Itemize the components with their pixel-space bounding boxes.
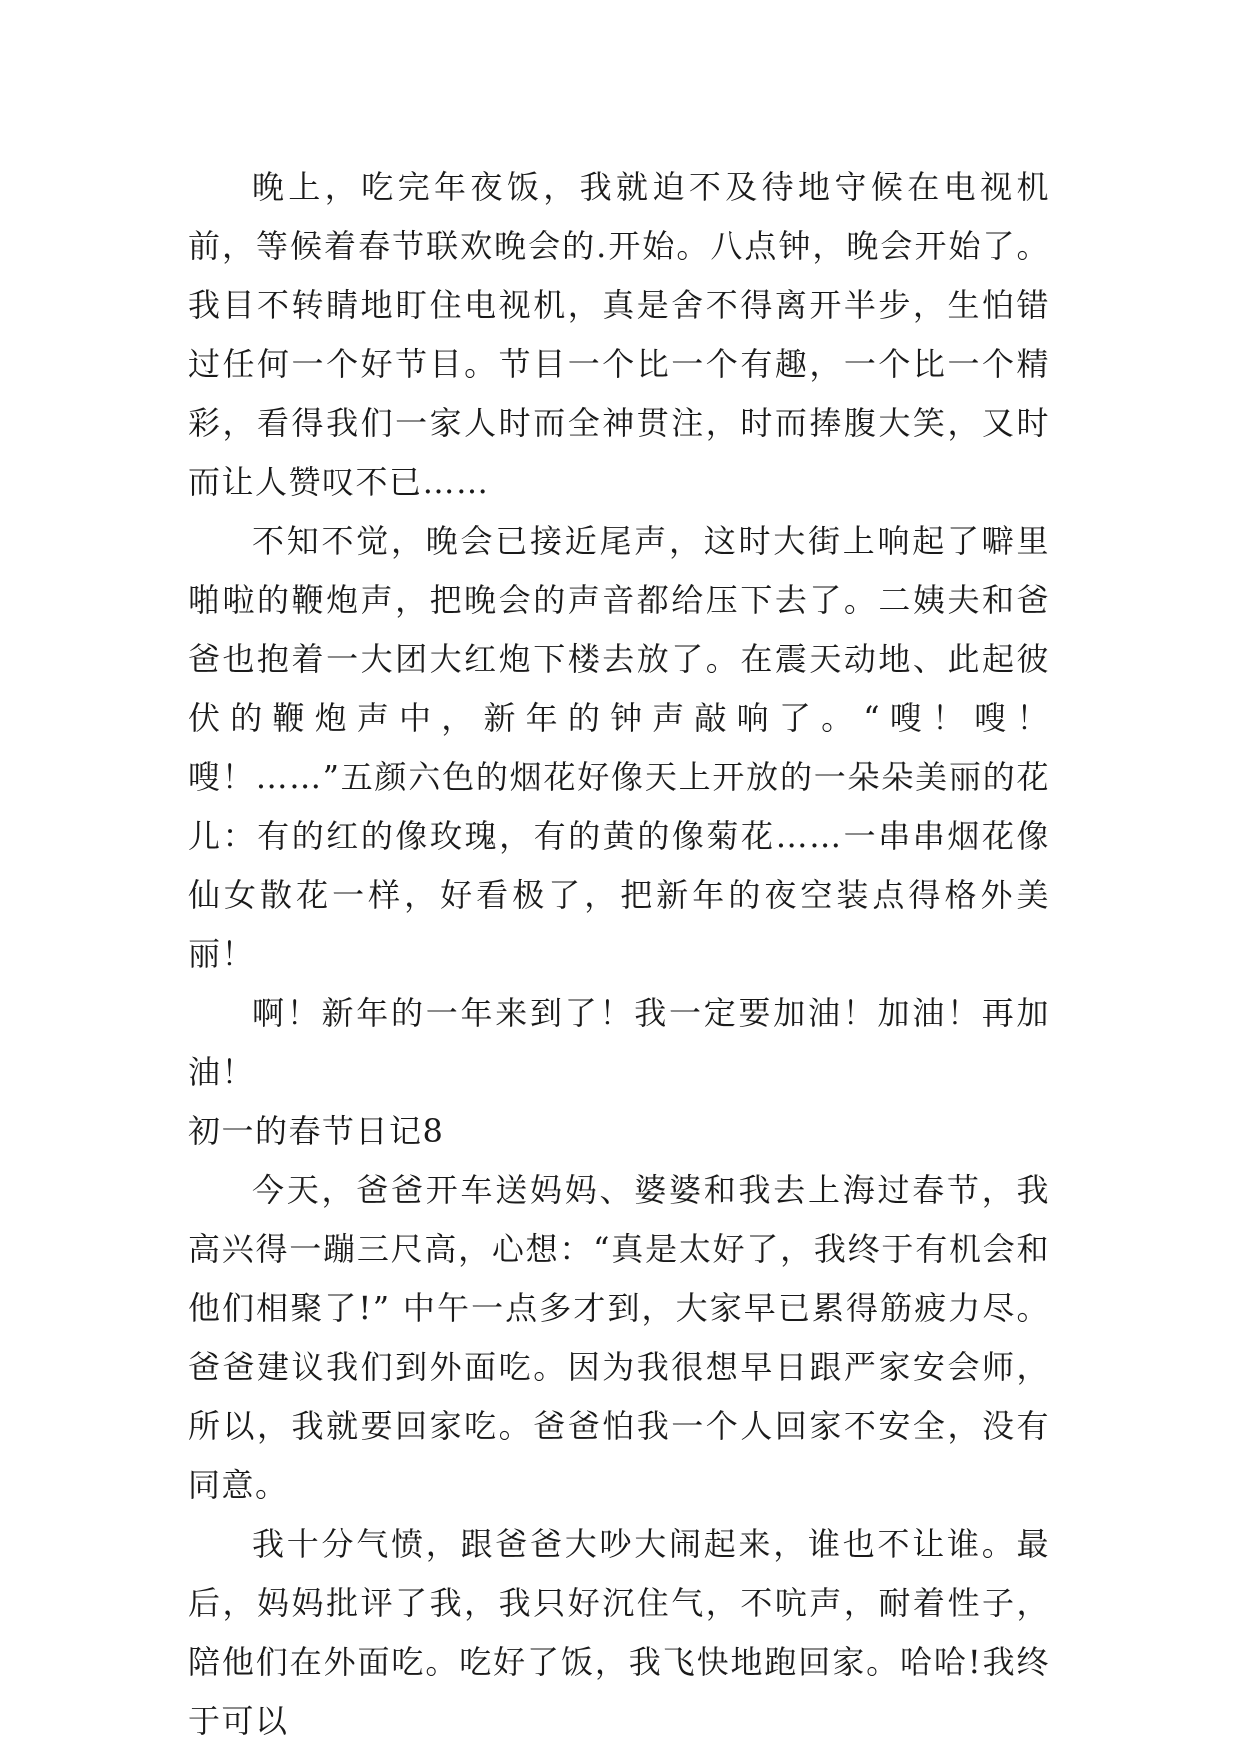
paragraph-argument-with-dad: 我十分气愤，跟爸爸大吵大闹起来，谁也不让谁。最后，妈妈批评了我，我只好沉住气，不吭声，耐着性子，陪他们在外面吃。吃好了饭，我飞快地跑回家。哈哈!我终于可以 (188, 1525, 1050, 1740)
paragraph-trip-to-shanghai: 今天，爸爸开车送妈妈、婆婆和我去上海过春节，我高兴得一蹦三尺高，心想：“真是太好了，我终于有机会和他们相聚了!” 中午一点多才到，大家早已累得筋疲力尽。爸爸建议我们到外面吃。因为我很想早日跟严家安会师，所以，我就要回家吃。爸爸怕我一个人回家不安全，没有同意。 (188, 1171, 1050, 1504)
document-page (188, 158, 1050, 1751)
section-heading-diary-8: 初一的春节日记8 (188, 1112, 445, 1150)
paragraph-fireworks: 不知不觉，晚会已接近尾声，这时大街上响起了噼里啪啦的鞭炮声，把晚会的声音都给压下去了。二姨夫和爸爸也抱着一大团大红炮下楼去放了。在震天动地、此起彼伏的鞭炮声中，新年的钟声敲响了。“嗖！嗖！嗖！……”五颜六色的烟花好像天上开放的一朵朵美丽的花儿：有的红的像玫瑰，有的黄的像菊花……一串串烟花像仙女散花一样，好看极了，把新年的夜空装点得格外美丽！ (188, 522, 1050, 973)
paragraph-new-year-cheer: 啊！新年的一年来到了！我一定要加油！加油！再加油！ (188, 994, 1050, 1091)
paragraph-new-year-eve-gala: 晚上，吃完年夜饭，我就迫不及待地守候在电视机前，等候着春节联欢晚会的.开始。八点钟，晚会开始了。我目不转睛地盯住电视机，真是舍不得离开半步，生怕错过任何一个好节目。节目一个比一个有趣，一个比一个精彩，看得我们一家人时而全神贯注，时而捧腹大笑，又时而让人赞叹不已…… (188, 168, 1050, 501)
